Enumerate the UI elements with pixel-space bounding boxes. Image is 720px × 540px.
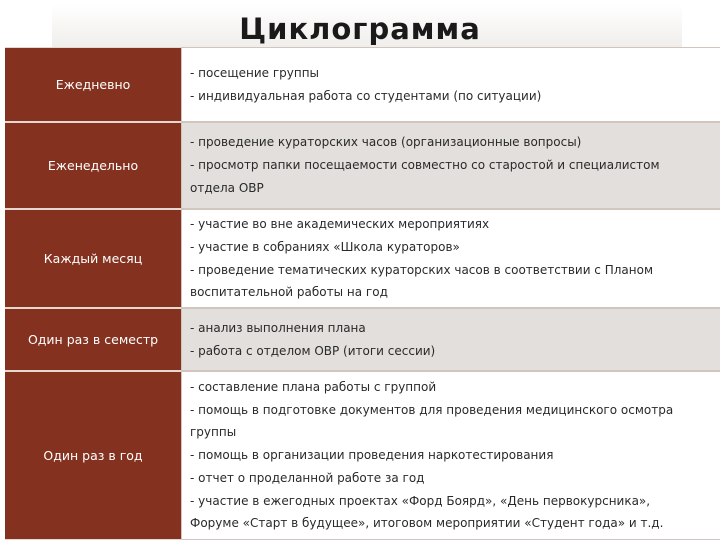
period-label: Еженедельно bbox=[5, 122, 181, 209]
activity-list bbox=[181, 308, 720, 371]
activity-item: - помощь в подготовке документов для проведения медицинского осмотра bbox=[190, 402, 674, 417]
cyclogram-table bbox=[5, 47, 720, 540]
activity-item: группы bbox=[190, 425, 237, 440]
activity-item: - просмотр папки посещаемости совместно со старостой и специалистом bbox=[190, 158, 660, 173]
activity-list bbox=[181, 122, 720, 209]
activity-item: - составление плана работы с группой bbox=[190, 380, 437, 395]
activity-item: отдела ОВР bbox=[190, 180, 264, 195]
table-row bbox=[5, 371, 720, 540]
activity-item: Форуме «Старт в будущее», итоговом мероприятии «Студент года» и т.д. bbox=[190, 516, 664, 531]
activity-list bbox=[181, 47, 720, 122]
activity-item: - проведение кураторских часов (организационные вопросы) bbox=[190, 135, 582, 150]
activity-item: - индивидуальная работа со студентами (по ситуации) bbox=[190, 88, 542, 103]
activity-item: - посещение группы bbox=[190, 65, 320, 80]
table-row bbox=[5, 308, 720, 371]
activity-list bbox=[181, 371, 720, 540]
activity-item: - участие в ежегодных проектах «Форд Боярд», «День первокурсника», bbox=[190, 493, 651, 508]
activity-item: - отчет о проделанной работе за год bbox=[190, 470, 425, 485]
activity-item: - работа с отделом ОВР (итоги сессии) bbox=[190, 343, 436, 358]
table-row bbox=[5, 47, 720, 122]
table-row bbox=[5, 209, 720, 308]
period-label: Ежедневно bbox=[5, 47, 181, 122]
activity-item: - проведение тематических кураторских часов в соответствии с Планом bbox=[190, 262, 654, 277]
period-label: Один раз в семестр bbox=[5, 308, 181, 371]
activity-item: - участие во вне академических мероприятиях bbox=[190, 217, 490, 232]
activity-item: - участие в собраниях «Школа кураторов» bbox=[190, 239, 460, 254]
page-title: Циклограмма bbox=[239, 12, 481, 46]
activity-list bbox=[181, 209, 720, 308]
period-label: Один раз в год bbox=[5, 371, 181, 540]
activity-item: - анализ выполнения плана bbox=[190, 320, 366, 335]
table-row bbox=[5, 122, 720, 209]
period-label: Каждый месяц bbox=[5, 209, 181, 308]
activity-item: - помощь в организации проведения наркотестирования bbox=[190, 448, 554, 463]
activity-item: воспитательной работы на год bbox=[190, 285, 388, 300]
